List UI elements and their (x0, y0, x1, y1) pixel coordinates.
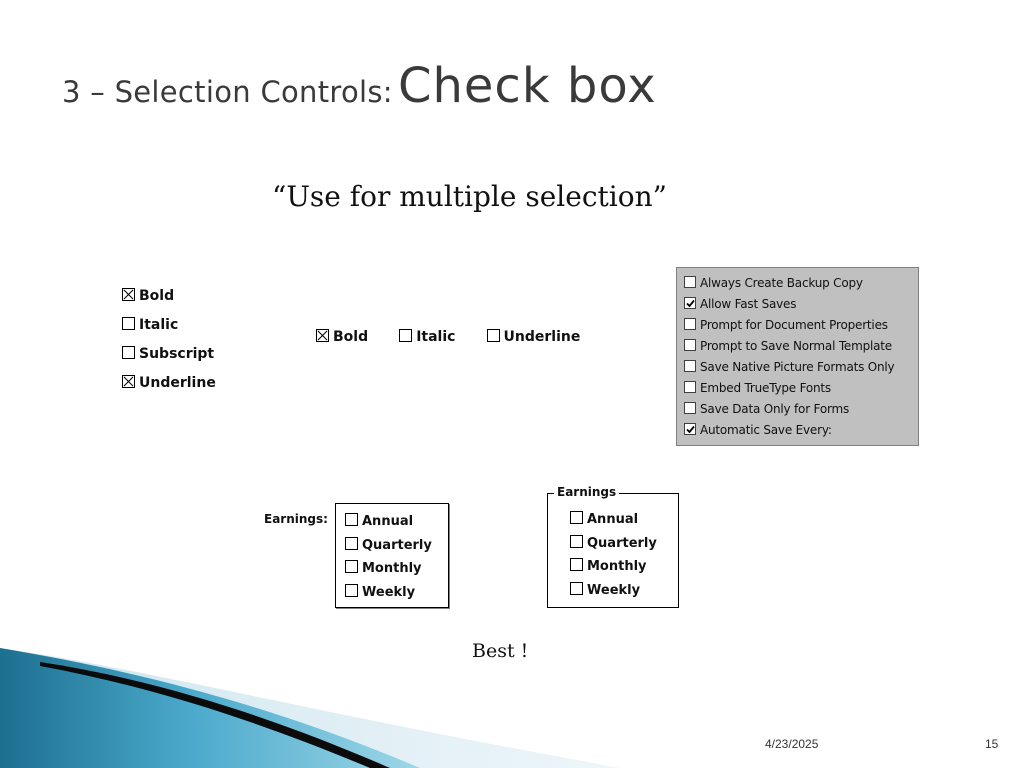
checkbox-label: Underline (139, 375, 216, 391)
earnings-option[interactable] (345, 560, 448, 584)
checkbox-label: Bold (333, 329, 369, 345)
checkbox-empty-icon[interactable] (570, 582, 583, 595)
checkbox-option[interactable] (487, 329, 581, 345)
checkbox-option[interactable] (122, 316, 216, 345)
earnings-option[interactable] (345, 513, 448, 537)
checkbox-empty-icon[interactable] (487, 329, 500, 342)
option-label: Quarterly (587, 535, 657, 551)
earnings-option[interactable] (570, 535, 678, 559)
checkbox-empty-icon[interactable] (570, 558, 583, 571)
earnings-legend: Earnings (554, 485, 619, 499)
checkbox-empty-icon[interactable] (684, 339, 696, 351)
checkbox-empty-icon[interactable] (399, 329, 412, 342)
checkbox-empty-icon[interactable] (345, 560, 358, 573)
checkbox-empty-icon[interactable] (684, 402, 696, 414)
checkbox-empty-icon[interactable] (345, 584, 358, 597)
checkbox-empty-icon[interactable] (570, 535, 583, 548)
vertical-checkbox-group (122, 287, 216, 403)
checkbox-empty-icon[interactable] (684, 276, 696, 288)
checkbox-label: Subscript (139, 346, 215, 362)
option-label: Monthly (587, 559, 647, 574)
option-label: Allow Fast Saves (700, 297, 797, 311)
checkbox-option[interactable] (122, 287, 216, 316)
checkbox-empty-icon[interactable] (345, 537, 358, 550)
checkbox-label: Italic (139, 317, 179, 333)
option-label: Annual (362, 514, 414, 529)
checkbox-empty-icon[interactable] (122, 346, 135, 359)
option-label: Monthly (362, 561, 422, 576)
checkbox-option[interactable] (399, 329, 455, 345)
panel-option[interactable] (684, 296, 918, 317)
option-label: Weekly (587, 582, 641, 598)
earnings-option[interactable] (345, 584, 448, 608)
checkbox-checked-x-icon[interactable] (316, 329, 329, 342)
earnings-option[interactable] (570, 582, 678, 606)
footer-page-number: 15 (985, 737, 999, 751)
option-label: Annual (587, 512, 639, 527)
subtitle-quote: “Use for multiple selection” (272, 180, 667, 213)
checkbox-checked-x-icon[interactable] (122, 375, 135, 388)
option-label: Always Create Backup Copy (700, 276, 863, 290)
option-label: Automatic Save Every: (700, 423, 832, 437)
checkbox-option[interactable] (122, 374, 216, 403)
panel-option[interactable] (684, 338, 918, 359)
panel-option[interactable] (684, 380, 918, 401)
checkbox-empty-icon[interactable] (684, 318, 696, 330)
option-label: Embed TrueType Fonts (700, 381, 831, 395)
panel-option[interactable] (684, 359, 918, 380)
option-label: Save Native Picture Formats Only (700, 360, 895, 374)
panel-option[interactable] (684, 275, 918, 296)
earnings-group-box (547, 485, 679, 608)
best-caption: Best ! (472, 640, 529, 662)
panel-option[interactable] (684, 317, 918, 338)
earnings-checkbox-list (335, 503, 449, 608)
footer-date: 4/23/2025 (765, 737, 819, 751)
title-main: Check box (397, 58, 657, 114)
checkbox-empty-icon[interactable] (684, 360, 696, 372)
checkbox-empty-icon[interactable] (122, 317, 135, 330)
checkbox-option[interactable] (316, 329, 368, 345)
slide-title (62, 58, 657, 114)
earnings-option[interactable] (570, 511, 678, 535)
earnings-label: Earnings: (264, 512, 328, 526)
checkbox-empty-icon[interactable] (570, 511, 583, 524)
checkbox-empty-icon[interactable] (345, 513, 358, 526)
option-label: Prompt to Save Normal Template (700, 339, 892, 353)
earnings-option[interactable] (345, 537, 448, 561)
option-label: Quarterly (362, 537, 432, 553)
options-panel (676, 267, 919, 446)
checkmark-icon[interactable] (684, 423, 696, 435)
checkbox-label: Bold (139, 288, 175, 304)
panel-option[interactable] (684, 422, 918, 443)
checkbox-label: Underline (503, 329, 581, 345)
decorative-swoosh-graphic (0, 640, 620, 768)
earnings-option[interactable] (570, 558, 678, 582)
checkbox-checked-x-icon[interactable] (122, 288, 135, 301)
option-label: Prompt for Document Properties (700, 318, 888, 332)
checkbox-empty-icon[interactable] (684, 381, 696, 393)
title-prefix: 3 – Selection Controls: (62, 75, 393, 109)
checkmark-icon[interactable] (684, 297, 696, 309)
horizontal-checkbox-group (316, 326, 606, 345)
checkbox-option[interactable] (122, 345, 216, 374)
option-label: Save Data Only for Forms (700, 402, 850, 416)
checkbox-label: Italic (416, 329, 456, 345)
option-label: Weekly (362, 584, 416, 600)
panel-option[interactable] (684, 401, 918, 422)
